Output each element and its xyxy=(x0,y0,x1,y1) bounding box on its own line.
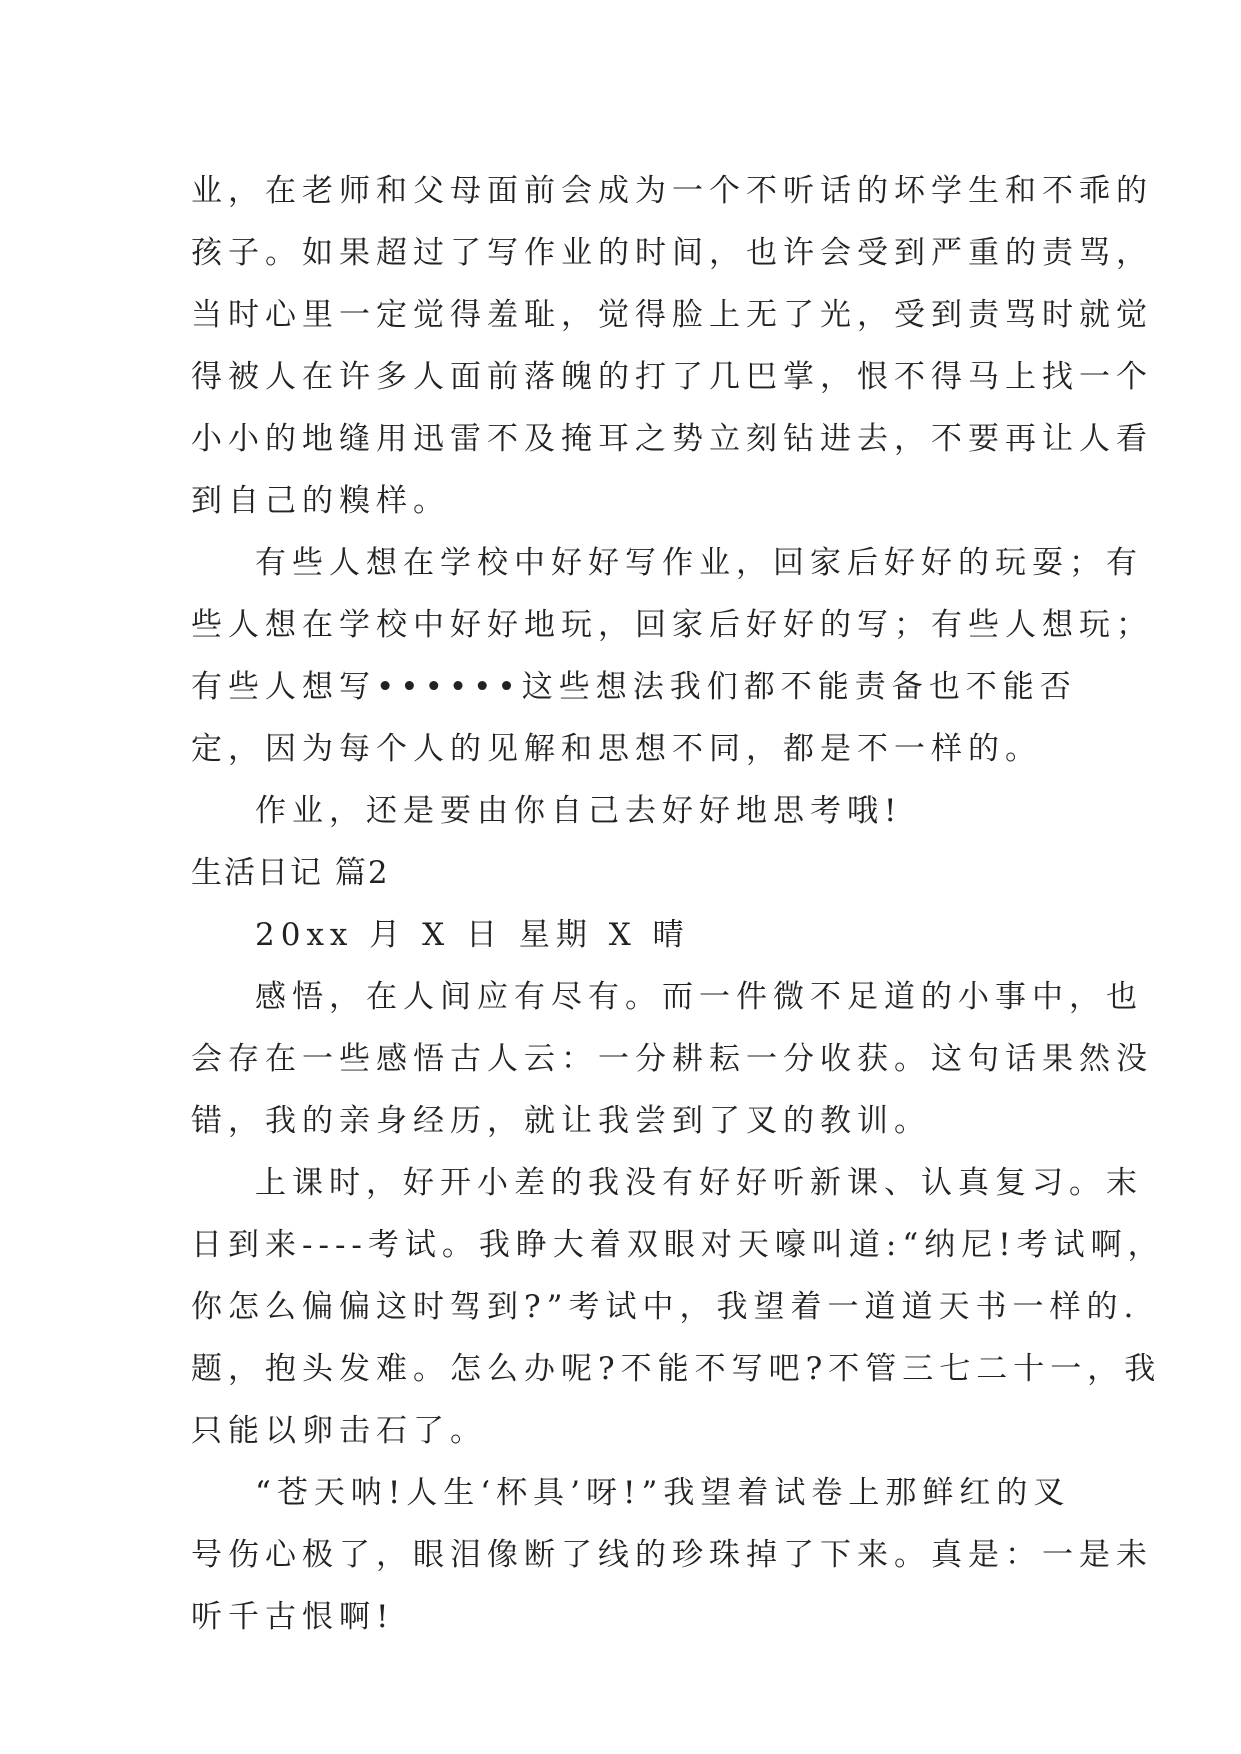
text-line: 听千古恨啊! xyxy=(191,1599,395,1635)
paragraph xyxy=(191,160,1153,532)
text-line: 感悟，在人间应有尽有。而一件微不足道的小事中，也 xyxy=(255,979,1143,1015)
date-text: 20xx 月 X 日 星期 X 晴 xyxy=(255,917,690,953)
text-line: 作业，还是要由你自己去好好地思考哦! xyxy=(255,793,903,829)
text-line: 号伤心极了，眼泪像断了线的珍珠掉了下来。真是：一是未 xyxy=(191,1537,1153,1573)
text-line: 小小的地缝用迅雷不及掩耳之势立刻钻进去，不要再让人看 xyxy=(191,421,1153,457)
text-line: 会存在一些感悟古人云：一分耕耘一分收获。这句话果然没 xyxy=(191,1041,1153,1077)
text-line: 有些人想写••••••这些想法我们都不能责备也不能否 xyxy=(191,669,1077,705)
text-line: 业，在老师和父母面前会成为一个不听话的坏学生和不乖的 xyxy=(191,173,1153,209)
text-line: 到自己的糗样。 xyxy=(191,483,450,519)
text-line: 孩子。如果超过了写作业的时间，也许会受到严重的责骂， xyxy=(191,235,1153,271)
text-line: 你怎么偏偏这时驾到?”考试中，我望着一道道天书一样的. xyxy=(191,1289,1140,1325)
text-line: 日到来----考试。我睁大着双眼对天嚎叫道:“纳尼!考试啊， xyxy=(191,1227,1165,1263)
text-line: 题，抱头发难。怎么办呢?不能不写吧?不管三七二十一，我 xyxy=(191,1351,1162,1387)
date-line xyxy=(191,904,1061,966)
paragraph xyxy=(191,1462,1153,1648)
heading-text: 生活日记 篇2 xyxy=(191,855,390,891)
text-line: 错，我的亲身经历，就让我尝到了叉的教训。 xyxy=(191,1103,931,1139)
paragraph xyxy=(191,780,1061,842)
paragraph xyxy=(191,1152,1165,1462)
paragraph xyxy=(191,532,1153,780)
text-line: “苍天呐!人生‘杯具’呀!”我望着试卷上那鲜红的叉 xyxy=(255,1475,1071,1511)
document-body xyxy=(191,160,1165,1648)
section-heading xyxy=(191,842,1061,904)
text-line: 当时心里一定觉得羞耻，觉得脸上无了光，受到责骂时就觉 xyxy=(191,297,1153,333)
text-line: 得被人在许多人面前落魄的打了几巴掌，恨不得马上找一个 xyxy=(191,359,1153,395)
paragraph xyxy=(191,966,1153,1152)
text-line: 上课时，好开小差的我没有好好听新课、认真复习。末 xyxy=(255,1165,1143,1201)
text-line: 定，因为每个人的见解和思想不同，都是不一样的。 xyxy=(191,731,1042,767)
text-line: 只能以卵击石了。 xyxy=(191,1413,487,1449)
text-line: 有些人想在学校中好好写作业，回家后好好的玩耍；有 xyxy=(255,545,1143,581)
text-line: 些人想在学校中好好地玩，回家后好好的写；有些人想玩； xyxy=(191,607,1153,643)
